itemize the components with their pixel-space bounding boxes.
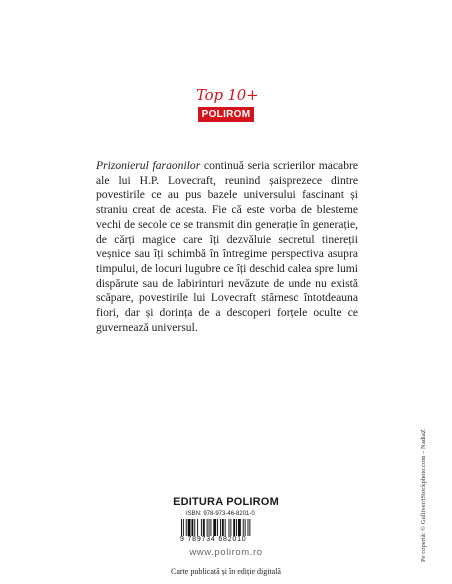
barcode-bar (191, 519, 193, 536)
blurb-text: continuă seria scrierilor macabre ale lui H.P. Lovecraft, reunind șaisprezece dintre povestirile ce au pus bazele universului fascinant și straniu creat de acesta. Fie că este vorba de blesteme vechi de secole ce se transmit din generație în generație, de cărți magice care îți dezvăluie secretul tinereții veșnice sau îți schimbă în întregime perspectiva asupra timpului, de locuri lugubre ce îți deschid calea spre lumi dispărute sau de labirinturi nevăzute de unde nu există scăpare, povestirile lui Lovecraft stârnesc întotdeauna fiori, dar și dorința de a descoperi forțele oculte ce guvernează universul. (96, 159, 358, 334)
barcode-bar (217, 519, 218, 536)
publisher-badge: POLIROM (198, 107, 254, 122)
publisher-website: www.polirom.ro (189, 547, 263, 558)
barcode-bar (194, 519, 195, 536)
barcode-bar (203, 519, 205, 536)
book-title-italic: Prizonierul faraonilor (96, 159, 201, 172)
digital-edition-note: Carte publicată și în ediție digitală (171, 567, 281, 576)
barcode-bar (225, 519, 226, 536)
barcode-bar (236, 519, 237, 536)
barcode-bar (238, 519, 241, 536)
barcode-bar (233, 519, 235, 536)
barcode-bar (230, 519, 231, 536)
cover-credit: Pe copertă: © Gulliver/iStockphoto.com – NadiaZ (420, 429, 427, 562)
barcode-bar (207, 519, 208, 536)
barcode-bar (188, 519, 191, 536)
barcode-bar (248, 519, 249, 536)
barcode-bar (181, 519, 182, 536)
barcode-bar (209, 519, 210, 536)
barcode-bar (210, 519, 211, 536)
barcode-bar (249, 519, 250, 536)
barcode-bar (213, 519, 216, 536)
barcode-bar (229, 519, 230, 536)
barcode-bar (201, 519, 202, 536)
isbn-block (178, 510, 278, 544)
barcode-bar (222, 519, 224, 536)
barcode-bar (243, 519, 244, 536)
cover-credit-container (419, 362, 431, 562)
barcode-bar (186, 519, 187, 536)
barcode-bar (183, 519, 184, 536)
barcode-bar (220, 519, 221, 536)
series-logo-script: Top 10+ (196, 86, 259, 104)
barcode-bar (197, 519, 198, 536)
barcode-digits: 9 789734 682010 (180, 536, 247, 543)
publisher-name: EDITURA POLIROM (173, 496, 279, 508)
barcode-bar (245, 519, 246, 536)
series-logo (196, 86, 259, 122)
barcode (181, 519, 261, 536)
back-cover-blurb (96, 159, 358, 335)
isbn-number: ISBN: 978-973-46-8201-0 (186, 511, 255, 517)
